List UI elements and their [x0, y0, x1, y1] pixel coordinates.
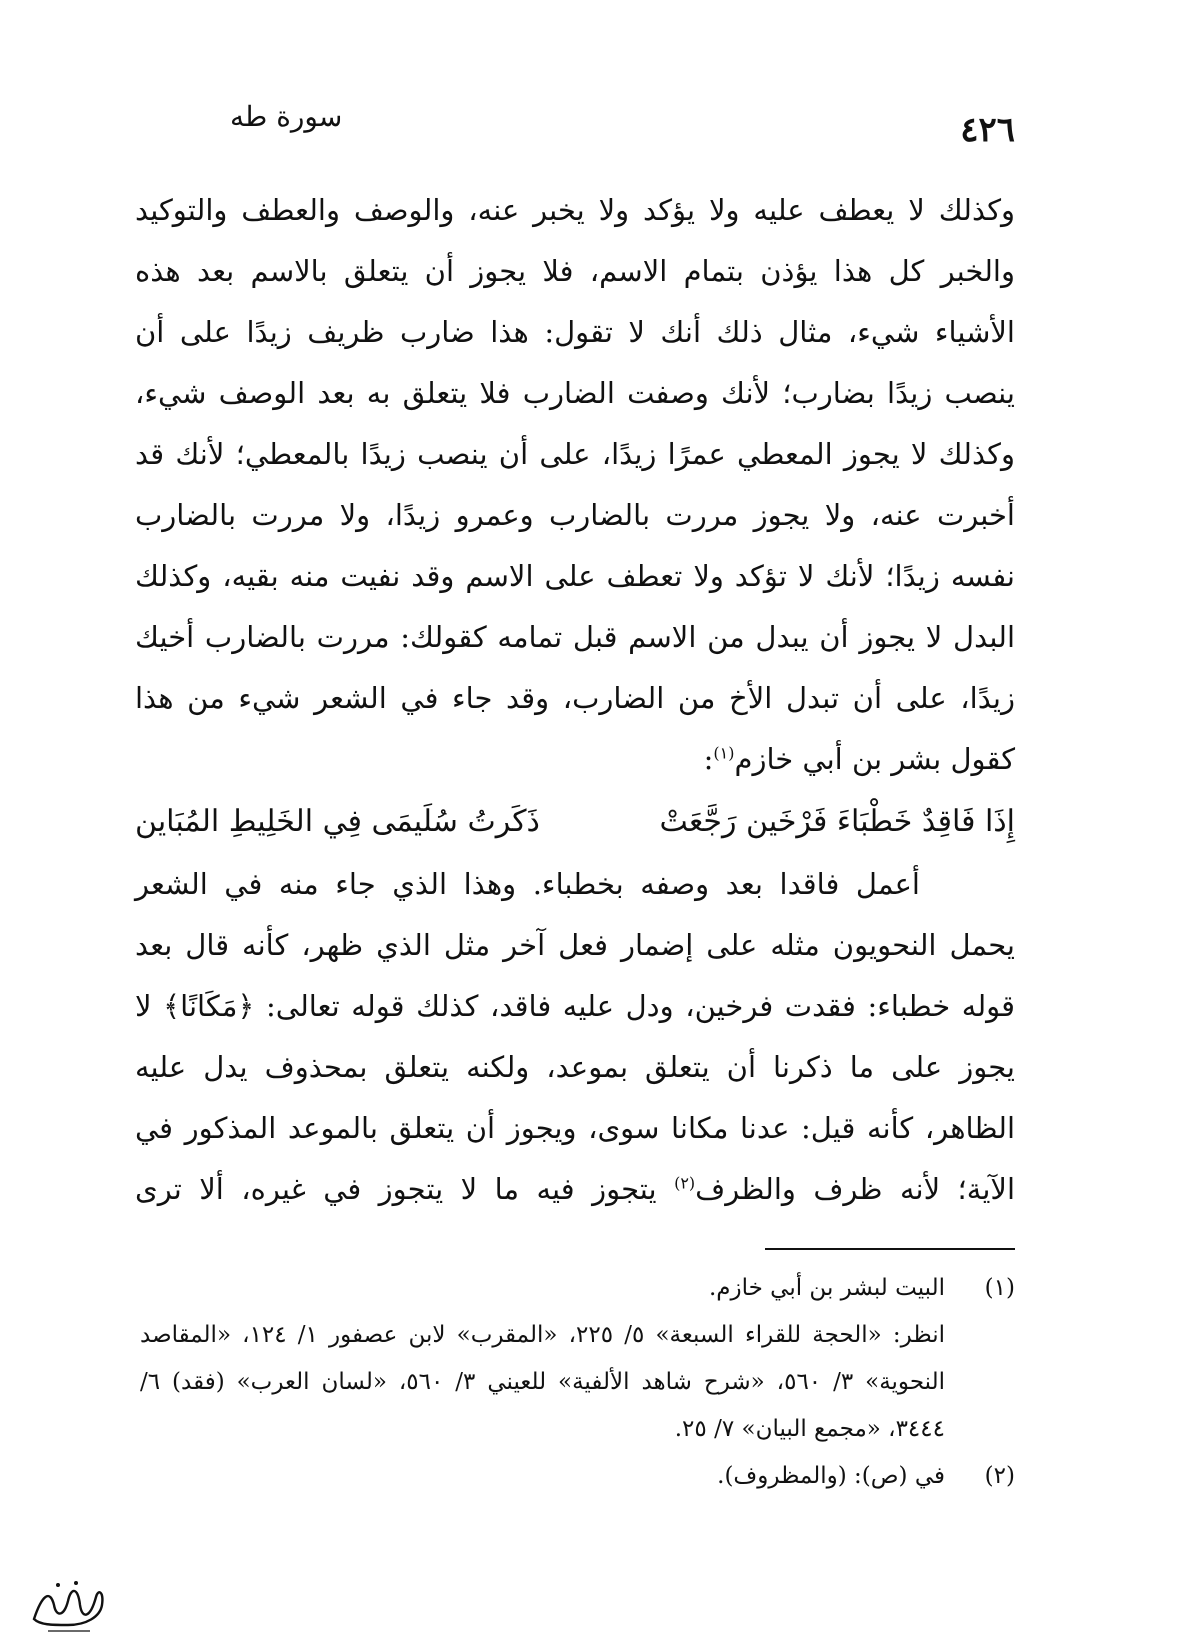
paragraph-1: [135, 180, 1015, 790]
page-number: ٤٢٦: [960, 110, 1015, 150]
footnote-2-number: (٢): [984, 1463, 1015, 1489]
poetry-verse: [135, 790, 1015, 854]
page-header: [140, 100, 1015, 150]
verse-second-hemistich: ذَكَرتُ سُلَيمَى فِي الخَلِيطِ المُبَاين: [135, 804, 540, 839]
footnote-2: [140, 1453, 1015, 1500]
paragraph-1-text: وكذلك لا يعطف عليه ولا يؤكد ولا يخبر عنه، والوصف والعطف والتوكيد والخبر كل هذا يؤذن بتمام الاسم، فلا يجوز أن يتعلق بالاسم بعد هذه الأشياء شيء، مثال ذلك أنك لا تقول: هذا ضارب ظريف زيدًا على أن ينصب زيدًا بضارب؛ لأنك وصفت الضارب فلا يتعلق به بعد الوصف شيء، وكذلك لا يجوز المعطي عمرًا زيدًا، على أن ينصب زيدًا بالمعطي؛ لأنك قد أخبرت عنه، ولا يجوز مررت بالضارب وعمرو زيدًا، ولا مررت بالضارب نفسه زيدًا؛ لأنك لا تؤكد ولا تعطف على الاسم وقد نفيت منه بقيه، وكذلك البدل لا يجوز أن يبدل من الاسم قبل تمامه كقولك: مررت بالضارب أخيك زيدًا، على أن تبدل الأخ من الضارب، وقد جاء في الشعر شيء من هذا كقول بشر بن أبي خازم: [135, 193, 1015, 776]
paragraph-2-continuation: يتجوز فيه ما لا يتجوز في غيره، ألا ترى: [135, 1172, 675, 1206]
footnote-1: [140, 1265, 1015, 1312]
footnote-1-number: (١): [984, 1275, 1015, 1301]
footnote-1-line-2: انظر: «الحجة للقراء السبعة» ٥/ ٢٢٥، «المقرب» لابن عصفور ١/ ١٢٤، «المقاصد النحوية» ٣/ ٥٦٠، «شرح شاهد الألفية» للعيني ٣/ ٥٦٠، «لسان العرب» (فقد) ٦/ ٣٤٤٤، «مجمع البيان» ٧/ ٢٥.: [140, 1322, 946, 1442]
running-title: سورة طه: [230, 100, 343, 133]
footnote-ref-1: (١): [713, 743, 735, 763]
verse-first-hemistich: إِذَا فَاقِدٌ خَطْبَاءَ فَرْخَين رَجَّعَتْ: [659, 804, 1015, 839]
footnote-separator: [765, 1248, 1015, 1250]
footnotes: [140, 1265, 1015, 1500]
paragraph-2: [135, 854, 1015, 1220]
paragraph-1-end: :: [703, 742, 714, 776]
paragraph-2-text: أعمل فاقدا بعد وصفه بخطباء. وهذا الذي جاء منه في الشعر يحمل النحويون مثله على إضمار فعل آخر مثل الذي ظهر، كأنه قال بعد قوله خطباء: فقدت فرخين، ودل عليه فاقد، كذلك قوله تعالى: ﴿مَكَانًا﴾ لا يجوز على ما ذكرنا أن يتعلق بموعد، ولكنه يتعلق بمحذوف يدل عليه الظاهر، كأنه قيل: عدنا مكانا سوى، ويجوز أن يتعلق بالموعد المذكور في الآية؛ لأنه ظرف والظرف: [135, 867, 1015, 1206]
footnote-ref-2: (٢): [674, 1173, 696, 1193]
footnote-1-line-1: البيت لبشر بن أبي خازم.: [708, 1275, 945, 1301]
main-text: [135, 180, 1015, 1220]
footnote-2-text: في (ص): (والمظروف).: [717, 1463, 945, 1489]
publisher-logo: [28, 1575, 110, 1635]
